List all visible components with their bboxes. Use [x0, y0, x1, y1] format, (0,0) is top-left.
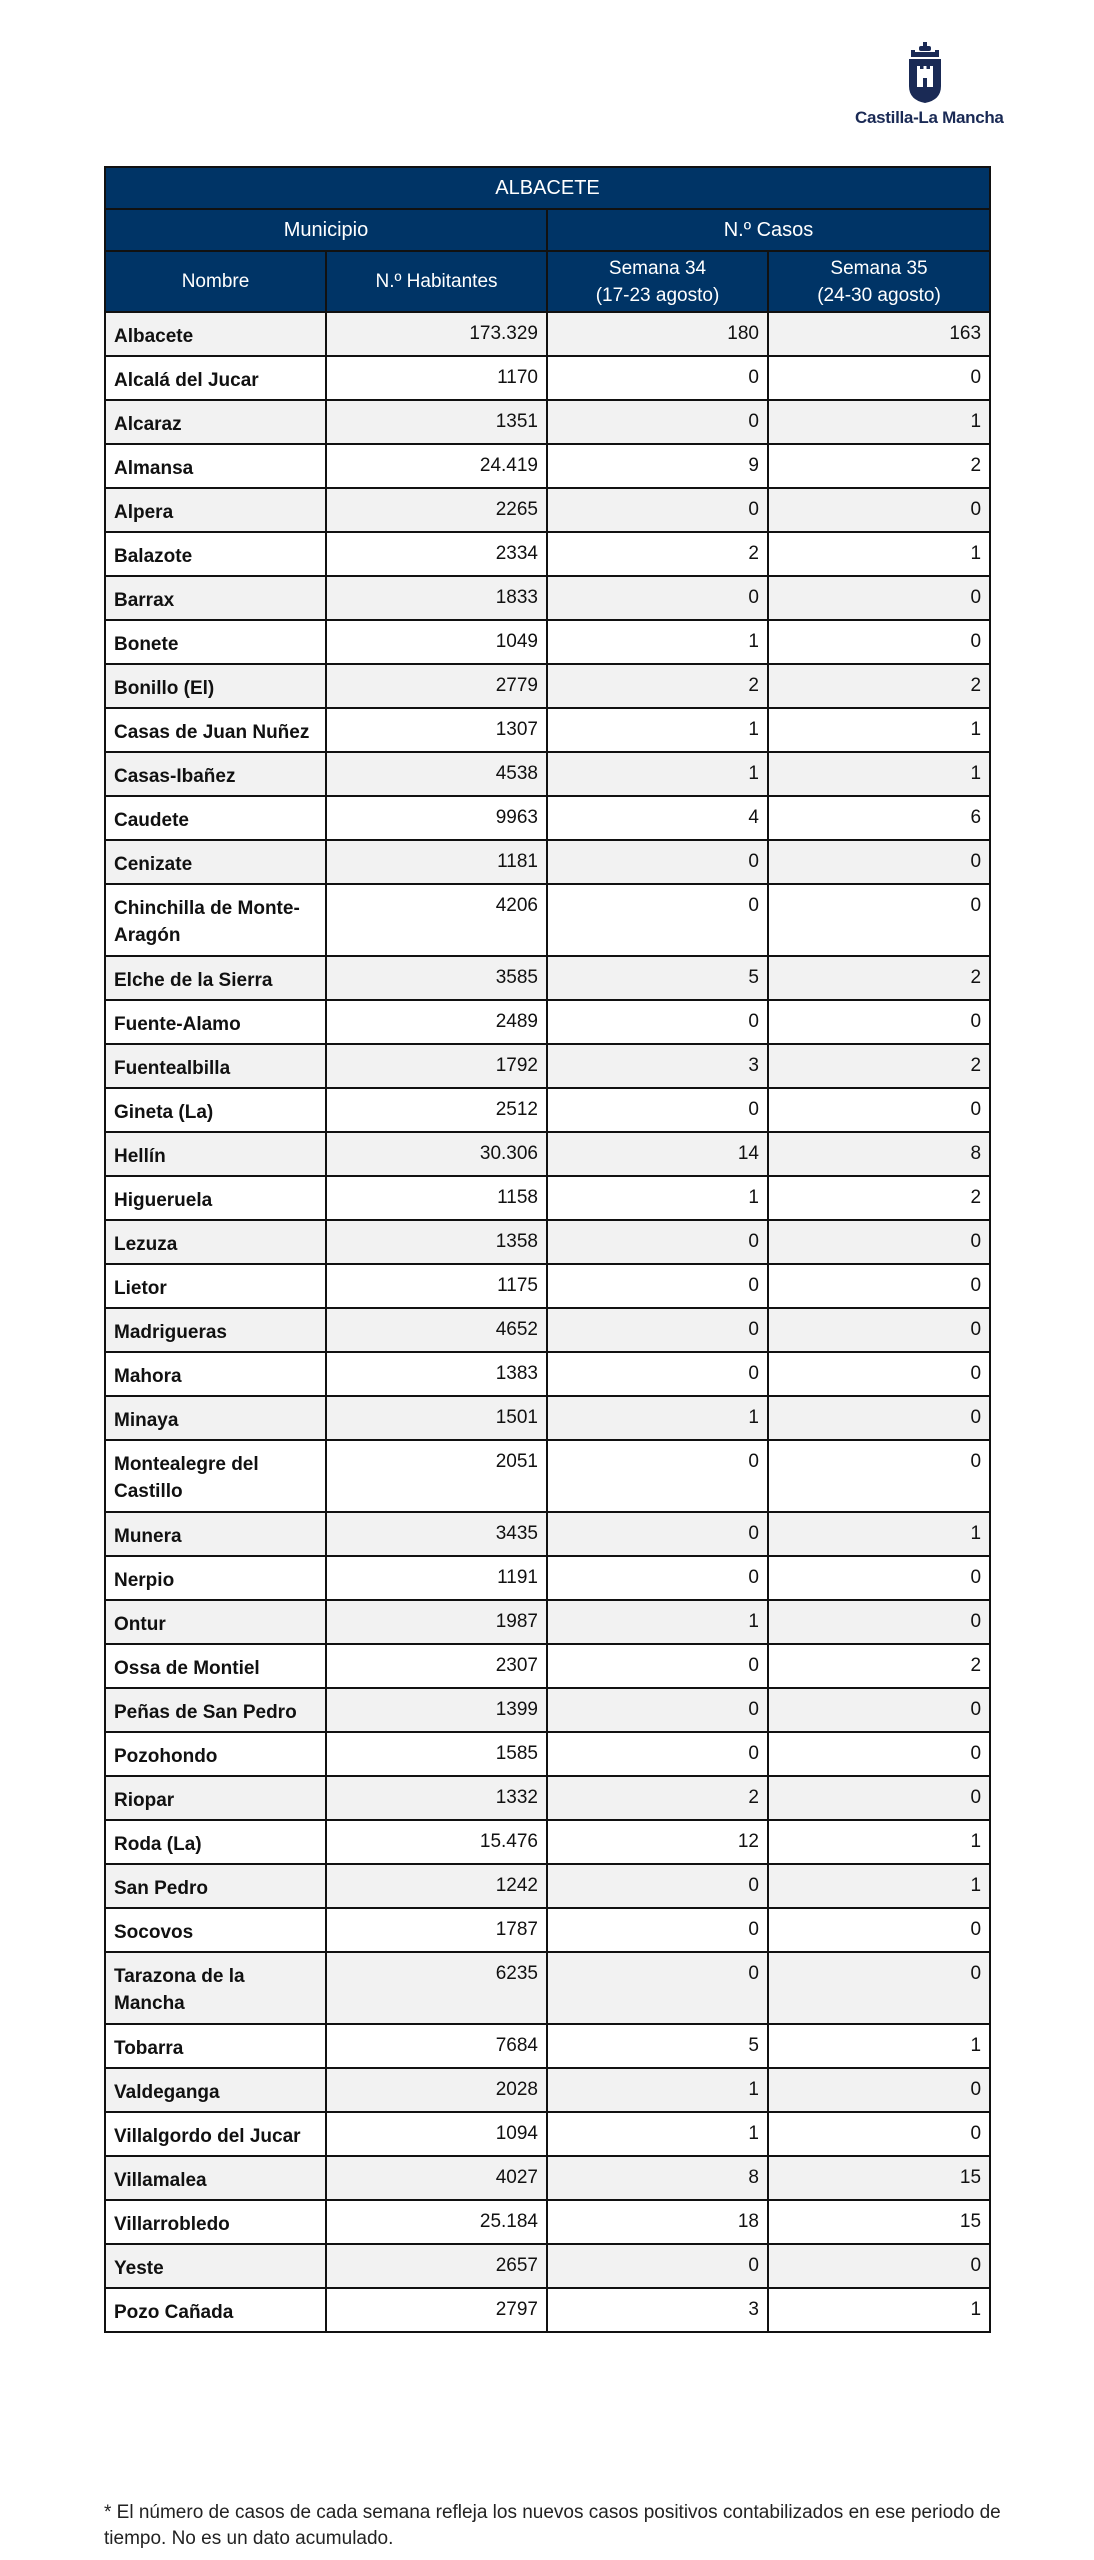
semana35-cases-cell: 6	[768, 796, 990, 840]
table-row	[105, 532, 990, 576]
semana35-cases-cell: 0	[768, 1600, 990, 1644]
habitantes-cell: 2797	[326, 2288, 547, 2332]
semana34-column-header	[547, 251, 768, 312]
table-row	[105, 576, 990, 620]
table-row	[105, 620, 990, 664]
semana34-cases-cell: 3	[547, 2288, 768, 2332]
semana34-cases-cell: 5	[547, 2024, 768, 2068]
habitantes-cell: 1351	[326, 400, 547, 444]
semana34-cases-cell: 0	[547, 488, 768, 532]
municipio-name-cell: Alpera	[105, 488, 326, 532]
municipio-name-cell: Caudete	[105, 796, 326, 840]
habitantes-cell: 1307	[326, 708, 547, 752]
semana35-cases-cell: 0	[768, 840, 990, 884]
semana34-cases-cell: 0	[547, 1088, 768, 1132]
semana34-range: (17-23 agosto)	[595, 284, 720, 306]
region-header: ALBACETE	[105, 167, 990, 209]
table-row	[105, 1600, 990, 1644]
semana35-cases-cell: 1	[768, 1512, 990, 1556]
semana34-cases-cell: 0	[547, 1352, 768, 1396]
habitantes-cell: 1383	[326, 1352, 547, 1396]
municipio-name-cell: Peñas de San Pedro	[105, 1688, 326, 1732]
semana35-cases-cell: 0	[768, 488, 990, 532]
semana34-cases-cell: 0	[547, 1908, 768, 1952]
semana35-cases-cell: 2	[768, 1644, 990, 1688]
municipio-name-cell: Barrax	[105, 576, 326, 620]
municipio-name-cell: Lietor	[105, 1264, 326, 1308]
table-row	[105, 488, 990, 532]
semana34-cases-cell: 12	[547, 1820, 768, 1864]
semana34-cases-cell: 0	[547, 1512, 768, 1556]
municipio-name-cell: Roda (La)	[105, 1820, 326, 1864]
crown-castle-icon	[905, 42, 945, 104]
semana35-cases-cell: 0	[768, 1908, 990, 1952]
habitantes-cell: 1792	[326, 1044, 547, 1088]
table-row	[105, 444, 990, 488]
habitantes-cell: 1399	[326, 1688, 547, 1732]
table-row	[105, 752, 990, 796]
semana34-cases-cell: 18	[547, 2200, 768, 2244]
municipio-name-cell: Minaya	[105, 1396, 326, 1440]
habitantes-cell: 25.184	[326, 2200, 547, 2244]
semana34-cases-cell: 0	[547, 576, 768, 620]
habitantes-cell: 1158	[326, 1176, 547, 1220]
habitantes-cell: 6235	[326, 1952, 547, 2024]
habitantes-cell: 3585	[326, 956, 547, 1000]
table-row	[105, 1132, 990, 1176]
municipio-name-cell: Fuente-Alamo	[105, 1000, 326, 1044]
municipio-name-cell: San Pedro	[105, 1864, 326, 1908]
semana34-cases-cell: 1	[547, 1600, 768, 1644]
semana34-cases-cell: 1	[547, 2112, 768, 2156]
municipio-name-cell: Lezuza	[105, 1220, 326, 1264]
semana35-cases-cell: 0	[768, 1264, 990, 1308]
habitantes-cell: 1332	[326, 1776, 547, 1820]
municipio-name-cell: Higueruela	[105, 1176, 326, 1220]
habitantes-cell: 1987	[326, 1600, 547, 1644]
municipio-name-cell: Madrigueras	[105, 1308, 326, 1352]
semana34-cases-cell: 0	[547, 356, 768, 400]
table-row	[105, 1776, 990, 1820]
municipio-name-cell: Yeste	[105, 2244, 326, 2288]
habitantes-cell: 2307	[326, 1644, 547, 1688]
semana34-cases-cell: 1	[547, 1176, 768, 1220]
semana35-cases-cell: 2	[768, 664, 990, 708]
semana35-cases-cell: 0	[768, 1220, 990, 1264]
table-row	[105, 2112, 990, 2156]
semana34-cases-cell: 4	[547, 796, 768, 840]
table-row	[105, 1732, 990, 1776]
semana35-cases-cell: 163	[768, 312, 990, 356]
municipio-name-cell: Cenizate	[105, 840, 326, 884]
municipio-name-cell: Ossa de Montiel	[105, 1644, 326, 1688]
semana34-cases-cell: 0	[547, 1440, 768, 1512]
castilla-la-mancha-logo	[855, 42, 1004, 128]
habitantes-cell: 1787	[326, 1908, 547, 1952]
table-row	[105, 956, 990, 1000]
casos-group-header: N.º Casos	[547, 209, 990, 251]
municipio-name-cell: Nerpio	[105, 1556, 326, 1600]
habitantes-cell: 1175	[326, 1264, 547, 1308]
municipio-name-cell: Bonillo (El)	[105, 664, 326, 708]
habitantes-cell: 2779	[326, 664, 547, 708]
habitantes-cell: 30.306	[326, 1132, 547, 1176]
semana35-cases-cell: 1	[768, 2288, 990, 2332]
semana34-cases-cell: 9	[547, 444, 768, 488]
table-row	[105, 1644, 990, 1688]
municipio-name-cell: Gineta (La)	[105, 1088, 326, 1132]
municipio-name-cell: Alcaraz	[105, 400, 326, 444]
municipio-name-cell: Pozo Cañada	[105, 2288, 326, 2332]
municipio-name-cell: Villarrobledo	[105, 2200, 326, 2244]
table-row	[105, 1352, 990, 1396]
semana35-cases-cell: 1	[768, 708, 990, 752]
habitantes-cell: 1181	[326, 840, 547, 884]
municipio-name-cell: Montealegre del Castillo	[105, 1440, 326, 1512]
semana35-range: (24-30 agosto)	[817, 284, 941, 306]
semana34-cases-cell: 0	[547, 1644, 768, 1688]
table-row	[105, 1952, 990, 2024]
municipio-name-cell: Riopar	[105, 1776, 326, 1820]
table-row	[105, 356, 990, 400]
semana34-cases-cell: 0	[547, 400, 768, 444]
semana34-cases-cell: 0	[547, 1308, 768, 1352]
table-row	[105, 2200, 990, 2244]
table-row	[105, 1308, 990, 1352]
semana35-cases-cell: 1	[768, 400, 990, 444]
table-row	[105, 1176, 990, 1220]
table-row	[105, 664, 990, 708]
table-row	[105, 1088, 990, 1132]
semana34-cases-cell: 2	[547, 532, 768, 576]
habitantes-cell: 4652	[326, 1308, 547, 1352]
semana34-cases-cell: 0	[547, 1556, 768, 1600]
table-row	[105, 1820, 990, 1864]
semana34-cases-cell: 0	[547, 840, 768, 884]
municipio-name-cell: Chinchilla de Monte-Aragón	[105, 884, 326, 956]
semana34-cases-cell: 2	[547, 664, 768, 708]
table-row	[105, 1000, 990, 1044]
habitantes-cell: 7684	[326, 2024, 547, 2068]
semana34-cases-cell: 180	[547, 312, 768, 356]
semana35-cases-cell: 2	[768, 956, 990, 1000]
semana35-cases-cell: 0	[768, 1556, 990, 1600]
habitantes-cell: 1094	[326, 2112, 547, 2156]
habitantes-cell: 2334	[326, 532, 547, 576]
municipio-name-cell: Almansa	[105, 444, 326, 488]
semana35-cases-cell: 0	[768, 1308, 990, 1352]
habitantes-cell: 2512	[326, 1088, 547, 1132]
semana35-cases-cell: 2	[768, 444, 990, 488]
logo-text: Castilla-La Mancha	[855, 108, 1004, 127]
semana35-cases-cell: 0	[768, 1440, 990, 1512]
semana34-cases-cell: 0	[547, 884, 768, 956]
semana34-cases-cell: 14	[547, 1132, 768, 1176]
semana35-cases-cell: 1	[768, 1864, 990, 1908]
table-row	[105, 1908, 990, 1952]
habitantes-cell: 2028	[326, 2068, 547, 2112]
semana35-cases-cell: 0	[768, 1352, 990, 1396]
semana34-cases-cell: 0	[547, 1952, 768, 2024]
semana34-cases-cell: 2	[547, 1776, 768, 1820]
semana34-cases-cell: 3	[547, 1044, 768, 1088]
semana34-cases-cell: 1	[547, 1396, 768, 1440]
habitantes-cell: 24.419	[326, 444, 547, 488]
semana35-cases-cell: 0	[768, 356, 990, 400]
semana35-cases-cell: 0	[768, 1776, 990, 1820]
habitantes-cell: 1191	[326, 1556, 547, 1600]
semana35-cases-cell: 0	[768, 620, 990, 664]
semana35-cases-cell: 15	[768, 2156, 990, 2200]
semana34-cases-cell: 0	[547, 1264, 768, 1308]
semana35-cases-cell: 2	[768, 1176, 990, 1220]
habitantes-cell: 15.476	[326, 1820, 547, 1864]
semana35-cases-cell: 0	[768, 1000, 990, 1044]
municipio-name-cell: Fuentealbilla	[105, 1044, 326, 1088]
semana35-cases-cell: 1	[768, 752, 990, 796]
municipio-name-cell: Alcalá del Jucar	[105, 356, 326, 400]
municipio-name-cell: Valdeganga	[105, 2068, 326, 2112]
table-row	[105, 2068, 990, 2112]
semana35-column-header	[768, 251, 990, 312]
table-row	[105, 312, 990, 356]
habitantes-cell: 9963	[326, 796, 547, 840]
semana34-cases-cell: 0	[547, 1864, 768, 1908]
municipio-name-cell: Casas de Juan Nuñez	[105, 708, 326, 752]
municipio-name-cell: Balazote	[105, 532, 326, 576]
habitantes-cell: 4027	[326, 2156, 547, 2200]
semana35-cases-cell: 0	[768, 1688, 990, 1732]
table-row	[105, 1688, 990, 1732]
table-row	[105, 1044, 990, 1088]
habitantes-cell: 1833	[326, 576, 547, 620]
municipio-name-cell: Bonete	[105, 620, 326, 664]
semana34-label: Semana 34	[608, 257, 707, 279]
semana35-cases-cell: 0	[768, 2244, 990, 2288]
semana35-cases-cell: 1	[768, 532, 990, 576]
cases-table	[104, 166, 991, 2333]
municipio-name-cell: Tarazona de la Mancha	[105, 1952, 326, 2024]
municipio-name-cell: Villamalea	[105, 2156, 326, 2200]
habitantes-column-header: N.º Habitantes	[326, 251, 547, 312]
habitantes-cell: 1049	[326, 620, 547, 664]
municipio-name-cell: Socovos	[105, 1908, 326, 1952]
table-row	[105, 2024, 990, 2068]
semana35-cases-cell: 0	[768, 884, 990, 956]
municipio-name-cell: Ontur	[105, 1600, 326, 1644]
table-row	[105, 1264, 990, 1308]
habitantes-cell: 1585	[326, 1732, 547, 1776]
municipio-name-cell: Albacete	[105, 312, 326, 356]
table-row	[105, 2156, 990, 2200]
semana34-cases-cell: 8	[547, 2156, 768, 2200]
semana35-cases-cell: 0	[768, 2112, 990, 2156]
habitantes-cell: 2265	[326, 488, 547, 532]
municipio-name-cell: Tobarra	[105, 2024, 326, 2068]
table-row	[105, 2244, 990, 2288]
municipio-name-cell: Pozohondo	[105, 1732, 326, 1776]
habitantes-cell: 4538	[326, 752, 547, 796]
table-row	[105, 708, 990, 752]
semana35-cases-cell: 0	[768, 1088, 990, 1132]
footnote: * El número de casos de cada semana refleja los nuevos casos positivos contabilizados en ese periodo de tiempo. No es un dato acumulado.	[104, 2502, 1001, 2549]
table-row	[105, 1440, 990, 1512]
semana35-cases-cell: 0	[768, 2068, 990, 2112]
semana34-cases-cell: 0	[547, 1688, 768, 1732]
semana35-cases-cell: 2	[768, 1044, 990, 1088]
semana34-cases-cell: 5	[547, 956, 768, 1000]
semana35-cases-cell: 0	[768, 576, 990, 620]
semana34-cases-cell: 1	[547, 620, 768, 664]
municipio-name-cell: Casas-Ibañez	[105, 752, 326, 796]
table-row	[105, 400, 990, 444]
semana34-cases-cell: 0	[547, 1000, 768, 1044]
municipio-group-header: Municipio	[105, 209, 547, 251]
nombre-column-header: Nombre	[105, 251, 326, 312]
semana35-cases-cell: 1	[768, 1820, 990, 1864]
table-row	[105, 2288, 990, 2332]
semana35-cases-cell: 0	[768, 1732, 990, 1776]
habitantes-cell: 2657	[326, 2244, 547, 2288]
semana34-cases-cell: 1	[547, 752, 768, 796]
habitantes-cell: 1501	[326, 1396, 547, 1440]
semana34-cases-cell: 0	[547, 1220, 768, 1264]
table-row	[105, 840, 990, 884]
habitantes-cell: 173.329	[326, 312, 547, 356]
table-row	[105, 884, 990, 956]
semana34-cases-cell: 1	[547, 708, 768, 752]
municipio-name-cell: Mahora	[105, 1352, 326, 1396]
semana35-cases-cell: 8	[768, 1132, 990, 1176]
semana34-cases-cell: 0	[547, 2244, 768, 2288]
semana34-cases-cell: 1	[547, 2068, 768, 2112]
habitantes-cell: 4206	[326, 884, 547, 956]
semana35-cases-cell: 0	[768, 1952, 990, 2024]
habitantes-cell: 1170	[326, 356, 547, 400]
table-row	[105, 796, 990, 840]
habitantes-cell: 1358	[326, 1220, 547, 1264]
semana35-cases-cell: 15	[768, 2200, 990, 2244]
semana34-cases-cell: 0	[547, 1732, 768, 1776]
municipio-name-cell: Elche de la Sierra	[105, 956, 326, 1000]
semana35-cases-cell: 1	[768, 2024, 990, 2068]
municipio-name-cell: Hellín	[105, 1132, 326, 1176]
table-row	[105, 1396, 990, 1440]
semana35-cases-cell: 0	[768, 1396, 990, 1440]
table-row	[105, 1512, 990, 1556]
table-row	[105, 1220, 990, 1264]
semana35-label: Semana 35	[830, 257, 928, 279]
municipio-name-cell: Munera	[105, 1512, 326, 1556]
habitantes-cell: 2051	[326, 1440, 547, 1512]
habitantes-cell: 2489	[326, 1000, 547, 1044]
table-row	[105, 1864, 990, 1908]
habitantes-cell: 3435	[326, 1512, 547, 1556]
municipio-name-cell: Villalgordo del Jucar	[105, 2112, 326, 2156]
habitantes-cell: 1242	[326, 1864, 547, 1908]
table-row	[105, 1556, 990, 1600]
